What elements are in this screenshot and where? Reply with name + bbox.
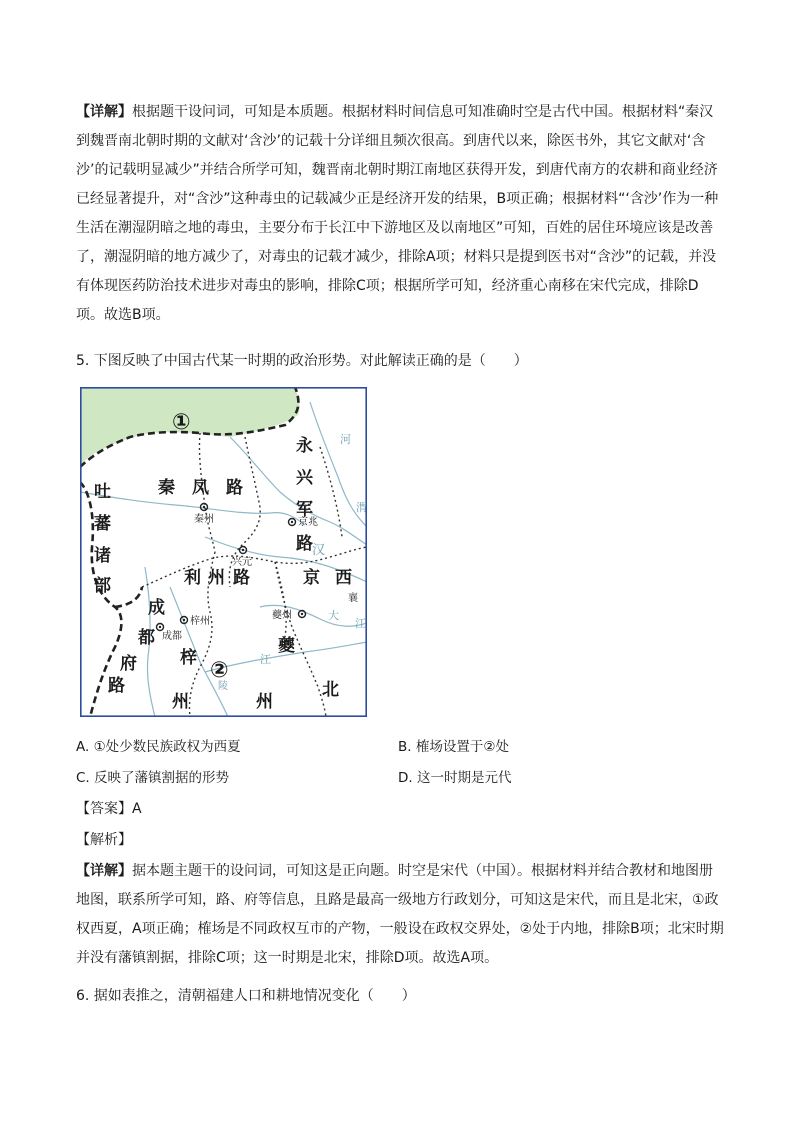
q5-detail-paragraph bbox=[76, 857, 724, 973]
river-jiang2: 江 bbox=[355, 617, 366, 630]
label-tubo-1: 吐 bbox=[94, 482, 111, 502]
q5-option-b: B. 榷场设置于②处 bbox=[398, 739, 509, 755]
river-da: 大 bbox=[328, 609, 339, 622]
map-marker-1: ① bbox=[172, 410, 191, 435]
label-yongxing-3: 军 bbox=[296, 500, 313, 520]
city-kuizhou: 夔州 bbox=[272, 610, 292, 621]
city-xingyuan: 兴元 bbox=[232, 557, 252, 568]
q5-option-a: A. ①处少数民族政权为西夏 bbox=[76, 739, 241, 755]
label-qinfeng-2: 凤 bbox=[192, 478, 209, 498]
q5-detail-tag: 【详解】 bbox=[76, 863, 132, 879]
label-zi: 梓 bbox=[180, 648, 197, 668]
label-lizhou-1: 利 bbox=[184, 568, 201, 588]
label-tubo-4: 部 bbox=[94, 576, 111, 596]
label-yongxing-2: 兴 bbox=[296, 468, 313, 488]
label-chengdu-4: 路 bbox=[108, 676, 125, 696]
city-jingzhao: 京兆 bbox=[298, 517, 318, 528]
label-zhou-a: 州 bbox=[172, 692, 189, 712]
label-qinfeng-1: 秦 bbox=[158, 478, 175, 498]
q6-stem: 6. 据如表推之，清朝福建人口和耕地情况变化（ ） bbox=[76, 988, 416, 1004]
label-kui: 夔 bbox=[278, 636, 295, 656]
label-bei: 北 bbox=[322, 680, 339, 700]
city-qinzhou: 秦州 bbox=[194, 514, 214, 525]
label-jingxi-2: 西 bbox=[335, 568, 352, 588]
river-he: 河 bbox=[340, 433, 351, 446]
label-zhou-b: 州 bbox=[256, 692, 273, 712]
river-ling: 陵 bbox=[218, 681, 228, 692]
label-lizhou-2: 州 bbox=[208, 568, 225, 588]
label-tubo-2: 蕃 bbox=[94, 514, 111, 534]
q4-detail-tag: 【详解】 bbox=[76, 104, 132, 120]
river-wei: 渭 bbox=[356, 501, 367, 514]
label-yongxing-1: 永 bbox=[296, 436, 313, 456]
river-jiang: 江 bbox=[260, 653, 271, 666]
label-tubo-3: 诸 bbox=[94, 546, 111, 566]
q5-stem: 5. 下图反映了中国古代某一时期的政治形势。对此解读正确的是（ ） bbox=[76, 353, 528, 369]
q4-detail-text: 根据题干设问词，可知是本质题。根据材料时间信息可知准确时空是古代中国。根据材料“秦汉到魏晋南北朝时期的文献对‘含沙’的记载十分详细且频次很高。到唐代以来，除医书外，其它文献对‘含沙’的记载明显减少”并结合所学可知，魏晋南北朝时期江南地区获得开发，到唐代南方的农耕和商业经济已经显著提升，对“含沙”这种毒虫的记载减少正是经济开发的结果，B项正确；根据材料“‘含沙’作为一种生活在潮湿阴暗之地的毒虫，主要分布于长江中下游地区及以南地区”可知，百姓的居住环境应该是改善了，潮湿阴暗的地方减少了，对毒虫的记载才减少，排除A项；材料只是提到医书对“含沙”的记载，并没有体现医药防治技术进步对毒虫的影响，排除C项；根据所学可知，经济重心南移在宋代完成，排除D项。故选B项。 bbox=[76, 104, 719, 323]
label-chengdu-1: 成 bbox=[148, 598, 165, 618]
label-jingxi-1: 京 bbox=[303, 568, 320, 588]
q5-option-d: D. 这一时期是元代 bbox=[398, 770, 512, 786]
q5-option-c: C. 反映了藩镇割据的形势 bbox=[76, 770, 230, 786]
q5-analysis-title: 【解析】 bbox=[76, 832, 132, 848]
q5-answer: 【答案】A bbox=[76, 801, 142, 817]
song-dynasty-map bbox=[80, 387, 367, 717]
label-chengdu-2: 都 bbox=[138, 628, 155, 648]
city-xiang: 襄 bbox=[348, 593, 358, 604]
city-chengdu: 成都 bbox=[162, 631, 182, 642]
label-lizhou-3: 路 bbox=[233, 568, 250, 588]
q4-detail-paragraph bbox=[76, 98, 724, 330]
label-chengdu-3: 府 bbox=[120, 654, 137, 674]
q5-detail-text: 据本题主题干的设问词，可知这是正向题。时空是宋代（中国）。根据材料并结合教材和地图册地图，联系所学可知，路、府等信息，且路是最高一级地方行政划分，可知这是宋代，而且是北宋，①政权西夏，A项正确；榷场是不同政权互市的产物，一般设在政权交界处，②处于内地，排除B项；北宋时期并没有藩镇割据，排除C项；这一时期是北宋，排除D项。故选A项。 bbox=[76, 863, 724, 966]
map-marker-2: ② bbox=[210, 658, 229, 683]
label-qinfeng-3: 路 bbox=[226, 478, 243, 498]
city-zizhou: 梓州 bbox=[190, 616, 210, 627]
label-yongxing-4: 路 bbox=[296, 534, 313, 554]
river-han: 汉 bbox=[312, 543, 326, 558]
